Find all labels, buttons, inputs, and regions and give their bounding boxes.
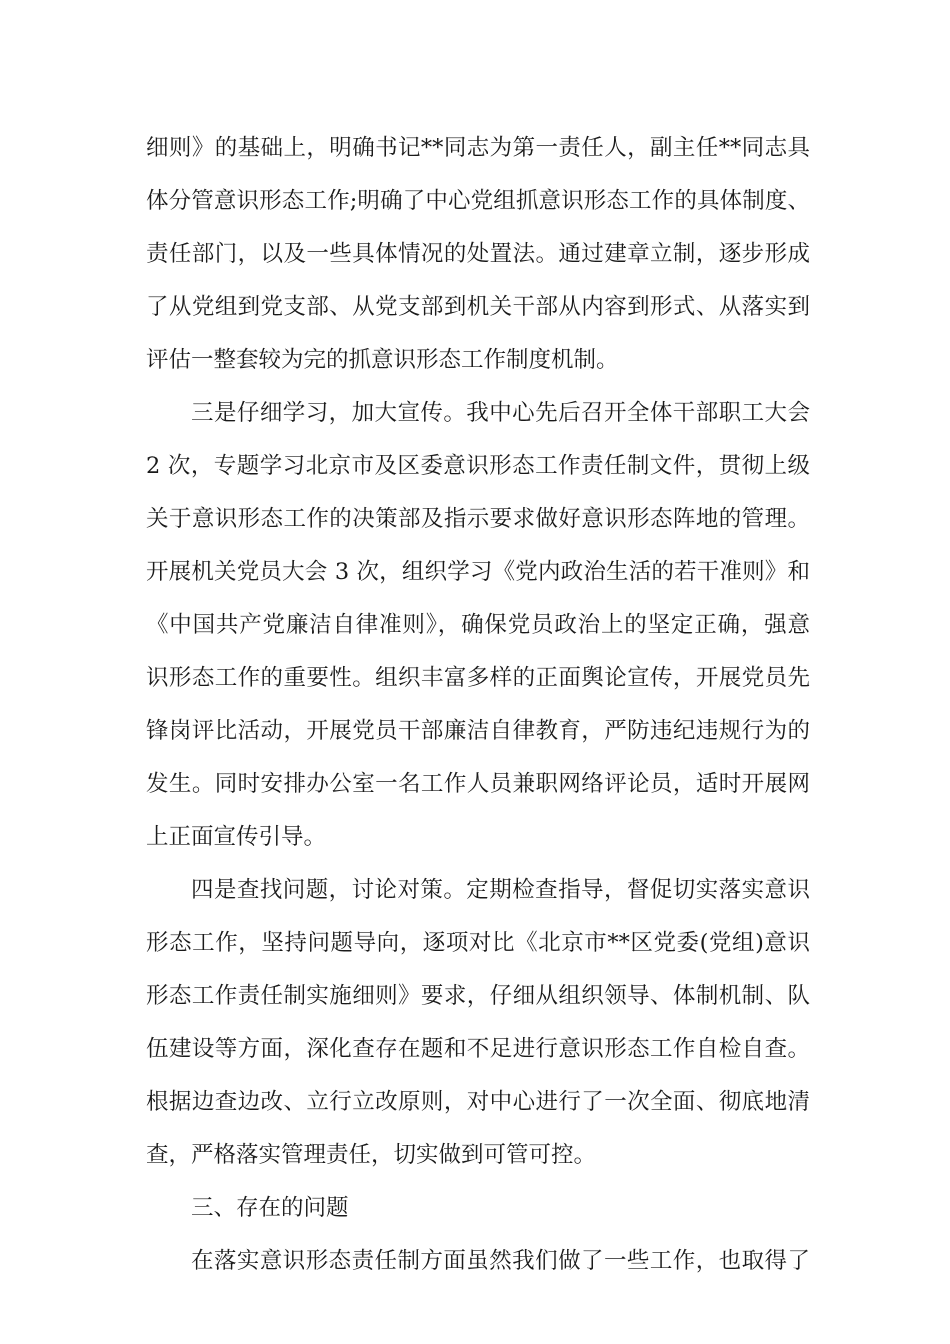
text-line: 细则》的基础上，明确书记**同志为第一责任人，副主任**同志具 (146, 135, 810, 161)
text-line: 锋岗评比活动，开展党员干部廉洁自律教育，严防违纪违规行为的 (146, 718, 810, 744)
text-line: 上正面宣传引导。 (146, 824, 327, 850)
text-line: 体分管意识形态工作;明确了中心党组抓意识形态工作的具体制度、 (146, 188, 810, 214)
text-line: 开展机关党员大会 3 次，组织学习《党内政治生活的若干准则》和 (146, 559, 810, 585)
text-line: 《中国共产党廉洁自律准则》，确保党员政治上的坚定正确，强意 (146, 612, 810, 638)
section-heading: 三、存在的问题 (191, 1195, 349, 1221)
text-line: 形态工作，坚持问题导向，逐项对比《北京市**区党委(党组)意识 (146, 930, 810, 956)
paragraph-start-line: 三是仔细学习，加大宣传。我中心先后召开全体干部职工大会 (191, 400, 810, 426)
text-line: 关于意识形态工作的决策部及指示要求做好意识形态阵地的管理。 (146, 506, 810, 532)
paragraph-start-line: 在落实意识形态责任制方面虽然我们做了一些工作，也取得了 (191, 1248, 810, 1274)
text-line: 了从党组到党支部、从党支部到机关干部从内容到形式、从落实到 (146, 294, 810, 320)
text-line: 责任部门，以及一些具体情况的处置法。通过建章立制，逐步形成 (146, 241, 810, 267)
paragraph-start-line: 四是查找问题，讨论对策。定期检查指导，督促切实落实意识 (191, 877, 810, 903)
text-line: 2 次，专题学习北京市及区委意识形态工作责任制文件，贯彻上级 (146, 453, 810, 479)
text-line: 形态工作责任制实施细则》要求，仔细从组织领导、体制机制、队 (146, 983, 810, 1009)
text-line: 查，严格落实管理责任，切实做到可管可控。 (146, 1142, 597, 1168)
text-line: 发生。同时安排办公室一名工作人员兼职网络评论员，适时开展网 (146, 771, 810, 797)
text-line: 根据边查边改、立行立改原则，对中心进行了一次全面、彻底地清 (146, 1089, 810, 1115)
text-line: 评估一整套较为完的抓意识形态工作制度机制。 (146, 347, 619, 373)
text-line: 伍建设等方面，深化查存在题和不足进行意识形态工作自检自查。 (146, 1036, 810, 1062)
text-line: 识形态工作的重要性。组织丰富多样的正面舆论宣传，开展党员先 (146, 665, 810, 691)
document-body (146, 122, 810, 1288)
